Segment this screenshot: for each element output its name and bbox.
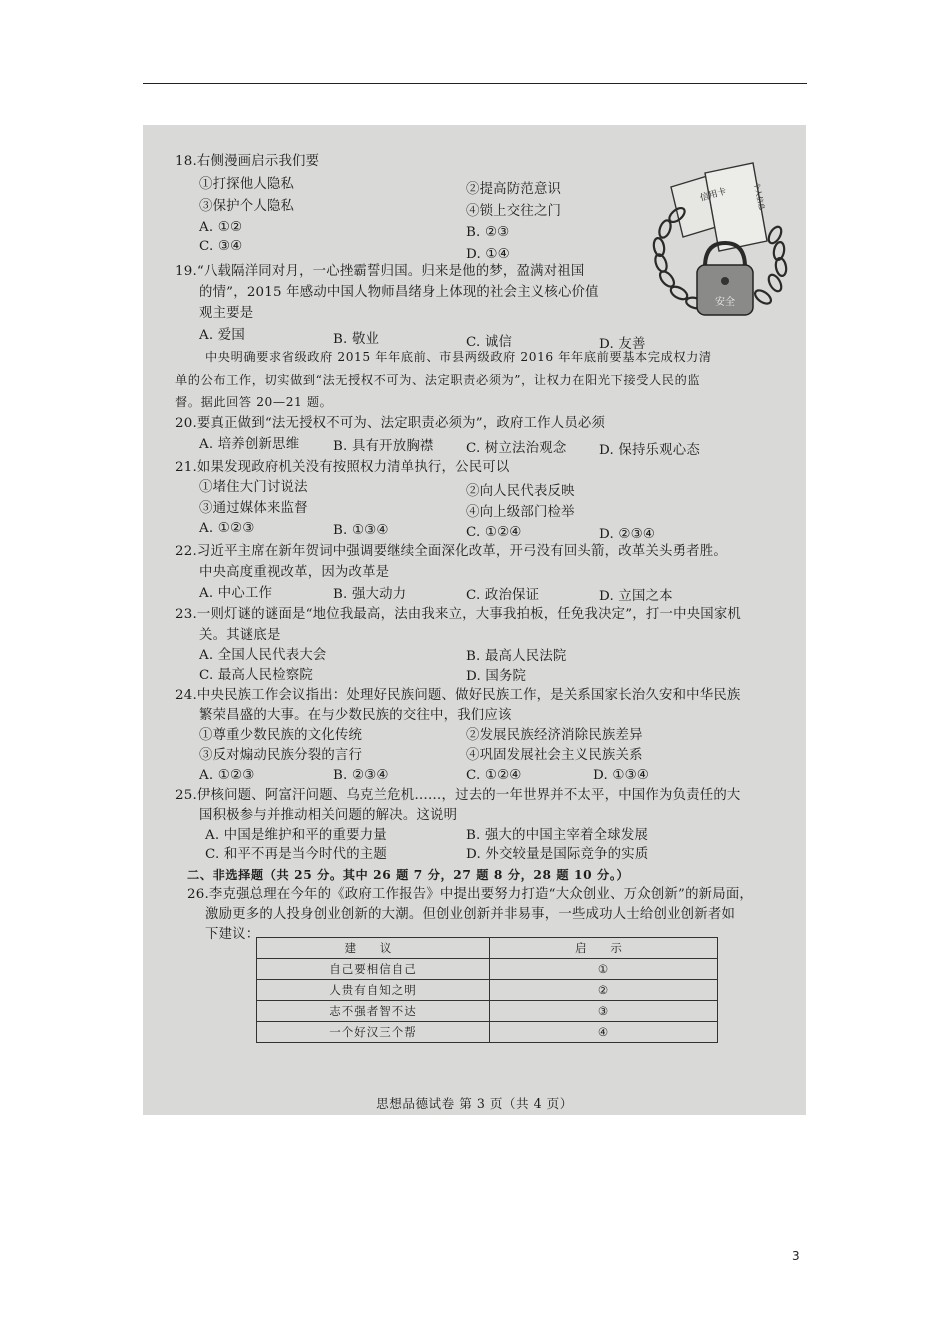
q19-option-c: C. 诚信 [466, 335, 513, 350]
q19-option-d: D. 友善 [599, 337, 646, 352]
q18-statement-2: ②提高防范意识 [466, 182, 562, 197]
intro-line-2: 单的公布工作，切实做到“法无授权不可为、法定职责必须为”，让权力在阳光下接受人民的监 [175, 373, 701, 387]
comic-lock-label: 安全 [715, 297, 735, 308]
q21-stem: 21.如果发现政府机关没有按照权力清单执行，公民可以 [175, 460, 510, 475]
q24-option-a: A. ①②③ [199, 768, 255, 783]
table-header-row [257, 938, 718, 959]
table-row [257, 1001, 718, 1022]
page-number: 3 [792, 1249, 800, 1263]
q22-option-b: B. 强大动力 [333, 587, 407, 602]
advice-table [256, 937, 718, 1043]
q22-line-2: 中央高度重视改革，因为改革是 [199, 565, 390, 580]
insight-cell: ② [490, 980, 718, 1001]
q18-statement-3: ③保护个人隐私 [199, 199, 295, 214]
q19-option-b: B. 敬业 [333, 332, 380, 347]
q20-option-c: C. 树立法治观念 [466, 441, 567, 456]
table-row [257, 959, 718, 980]
q25-option-c: C. 和平不再是当今时代的主题 [205, 847, 387, 862]
q21-statement-3: ③通过媒体来监督 [199, 501, 308, 516]
q20-option-b: B. 具有开放胸襟 [333, 439, 434, 454]
advice-cell: 志不强者智不达 [257, 1001, 490, 1022]
q21-statement-2: ②向人民代表反映 [466, 484, 575, 499]
q19-option-a: A. 爱国 [199, 328, 245, 343]
q23-option-c: C. 最高人民检察院 [199, 668, 314, 683]
q18-option-b: B. ②③ [466, 225, 510, 240]
q26-line-2: 激励更多的人投身创业创新的大潮。但创业创新并非易事，一些成功人士给创业创新者如 [205, 907, 736, 922]
q21-option-a: A. ①②③ [199, 521, 255, 536]
q21-statement-1: ①堵住大门讨说法 [199, 480, 308, 495]
header-rule [143, 83, 807, 84]
q24-option-c: C. ①②④ [466, 768, 522, 783]
q18-statement-1: ①打探他人隐私 [199, 177, 295, 192]
q21-option-d: D. ②③④ [599, 527, 655, 542]
q25-line-1: 25.伊核问题、阿富汗问题、乌克兰危机……，过去的一年世界并不太平，中国作为负责任的大 [175, 788, 741, 803]
q20-option-d: D. 保持乐观心态 [599, 443, 700, 458]
q24-line-2: 繁荣昌盛的大事。在与少数民族的交往中，我们应该 [199, 708, 512, 723]
q24-line-1: 24.中央民族工作会议指出：处理好民族问题、做好民族工作，是关系国家长治久安和中华民族 [175, 688, 741, 703]
q18-stem: 18.右侧漫画启示我们要 [175, 154, 320, 169]
q24-option-d: D. ①③④ [593, 768, 649, 783]
column-header-insight: 启 示 [490, 938, 718, 959]
q22-option-a: A. 中心工作 [199, 586, 273, 601]
q26-line-3: 下建议： [205, 927, 260, 942]
q19-line-1: 19.“八载隔洋同对月，一心挫霸誓归国。归来是他的梦，盈满对祖国 [175, 264, 585, 279]
table-row [257, 1022, 718, 1043]
q25-option-b: B. 强大的中国主宰着全球发展 [466, 828, 649, 843]
q24-statement-2: ②发展民族经济消除民族差异 [466, 728, 643, 743]
section-2-title: 二、非选择题（共 25 分。其中 26 题 7 分，27 题 8 分，28 题 10 分。） [187, 868, 630, 882]
q26-line-1: 26.李克强总理在今年的《政府工作报告》中提出要努力打造“大众创业、万众创新”的新局面， [187, 887, 754, 902]
padlock-chain-icon [641, 155, 799, 327]
q23-option-a: A. 全国人民代表大会 [199, 648, 327, 663]
q24-statement-3: ③反对煽动民族分裂的言行 [199, 748, 363, 763]
q22-line-1: 22.习近平主席在新年贺词中强调要继续全面深化改革，开弓没有回头箭，改革关头勇者胜。 [175, 544, 727, 559]
q24-statement-1: ①尊重少数民族的文化传统 [199, 728, 363, 743]
q23-line-1: 23.一则灯谜的谜面是“地位我最高，法由我来立，大事我拍板，任免我决定”，打一中央国家机 [175, 607, 742, 622]
advice-cell: 一个好汉三个帮 [257, 1022, 490, 1043]
q20-option-a: A. 培养创新思维 [199, 437, 300, 452]
intro-line-1: 中央明确要求省级政府 2015 年年底前、市县两级政府 2016 年年底前要基本完成权力清 [205, 350, 712, 364]
insight-cell: ④ [490, 1022, 718, 1043]
advice-cell: 自己要相信自己 [257, 959, 490, 980]
intro-line-3: 督。据此回答 20—21 题。 [175, 395, 333, 409]
column-header-advice: 建 议 [257, 938, 490, 959]
q18-option-a: A. ①② [199, 220, 243, 235]
q25-option-d: D. 外交较量是国际竞争的实质 [466, 847, 649, 862]
q22-option-c: C. 政治保证 [466, 588, 540, 603]
q19-line-3: 观主要是 [199, 306, 254, 321]
q25-option-a: A. 中国是维护和平的重要力量 [205, 828, 387, 843]
scanned-exam-page [143, 125, 806, 1115]
q21-statement-4: ④向上级部门检举 [466, 505, 575, 520]
exam-footer: 思想品德试卷 第 3 页（共 4 页） [376, 1096, 573, 1111]
comic-doc-label: 个人信息 [752, 181, 766, 211]
q18-option-c: C. ③④ [199, 239, 243, 254]
q23-option-d: D. 国务院 [466, 669, 527, 684]
q24-statement-4: ④巩固发展社会主义民族关系 [466, 748, 643, 763]
q23-option-b: B. 最高人民法院 [466, 649, 567, 664]
q18-statement-4: ④锁上交往之门 [466, 204, 562, 219]
insight-cell: ③ [490, 1001, 718, 1022]
q24-option-b: B. ②③④ [333, 768, 389, 783]
q25-line-2: 国积极参与并推动相关问题的解决。这说明 [199, 808, 458, 823]
q19-line-2: 的情”，2015 年感动中国人物师昌绪身上体现的社会主义核心价值 [199, 285, 599, 300]
q18-option-d: D. ①④ [466, 247, 510, 262]
q20-stem: 20.要真正做到“法无授权不可为、法定职责必须为”，政府工作人员必须 [175, 416, 606, 431]
comic-card-label: 信用卡 [699, 186, 728, 204]
q21-option-b: B. ①③④ [333, 523, 389, 538]
table-row [257, 980, 718, 1001]
q22-option-d: D. 立国之本 [599, 589, 673, 604]
q21-option-c: C. ①②④ [466, 525, 522, 540]
q23-line-2: 关。其谜底是 [199, 628, 281, 643]
insight-cell: ① [490, 959, 718, 980]
advice-cell: 人贵有自知之明 [257, 980, 490, 1001]
